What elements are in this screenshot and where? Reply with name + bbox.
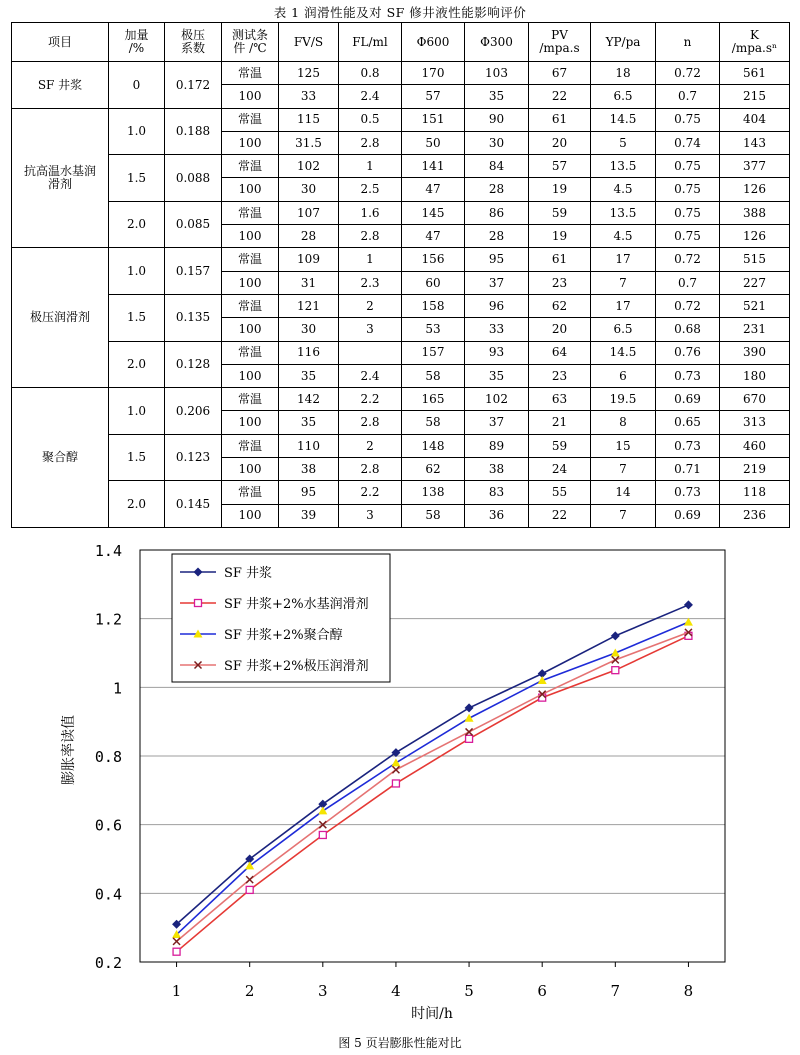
table-cell: 14.5 (591, 108, 656, 131)
dose-cell: 1.5 (109, 155, 165, 202)
square-marker (612, 667, 619, 674)
table-cell: 100 (222, 318, 279, 341)
dose-cell: 0 (109, 62, 165, 109)
table-cell: 2 (339, 434, 402, 457)
table-cell: 62 (402, 458, 465, 481)
header-text: PV (551, 28, 568, 43)
table-cell: 64 (529, 341, 591, 364)
x-marker (246, 876, 253, 883)
header-text: FL/ml (352, 34, 388, 49)
table-cell: 2.4 (339, 364, 402, 387)
table-cell: 7 (591, 458, 656, 481)
table-cell: 37 (465, 411, 529, 434)
ep-coef-cell: 0.123 (165, 434, 222, 481)
table-cell: 2.8 (339, 458, 402, 481)
table-cell: 157 (402, 341, 465, 364)
diamond-marker (684, 600, 693, 609)
table-cell: 521 (720, 294, 790, 317)
header-text: YP/pa (605, 34, 641, 49)
table-cell: 常温 (222, 248, 279, 271)
swelling-chart-svg (0, 540, 800, 1030)
table-cell: 2.2 (339, 481, 402, 504)
table-cell: 33 (279, 85, 339, 108)
ep-coef-cell: 0.085 (165, 201, 222, 248)
table-cell: 14 (591, 481, 656, 504)
table-cell: 0.75 (656, 178, 720, 201)
table-cell: 180 (720, 364, 790, 387)
table-cell: 103 (465, 62, 529, 85)
table-cell: 61 (529, 108, 591, 131)
table-cell: 17 (591, 248, 656, 271)
series-line (177, 636, 689, 952)
table-cell: 28 (465, 178, 529, 201)
table-cell: 2.3 (339, 271, 402, 294)
table-row (12, 62, 790, 85)
table-cell: 86 (465, 201, 529, 224)
table-cell: 83 (465, 481, 529, 504)
table-cell: 15 (591, 434, 656, 457)
table-cell: 37 (465, 271, 529, 294)
table-cell: 0.75 (656, 225, 720, 248)
table-cell: 20 (529, 318, 591, 341)
triangle-marker (318, 806, 327, 814)
table-cell: 100 (222, 504, 279, 527)
table-cell: 常温 (222, 434, 279, 457)
table-cell: 59 (529, 201, 591, 224)
table-cell: 227 (720, 271, 790, 294)
table-cell: 23 (529, 271, 591, 294)
table-cell: 515 (720, 248, 790, 271)
table-cell: 20 (529, 131, 591, 154)
y-axis-title: 膨胀率读值 (61, 715, 77, 785)
table-cell: 3 (339, 318, 402, 341)
square-marker (466, 735, 473, 742)
header-text: /mpa.s (539, 41, 580, 55)
header-text: 系数 (180, 41, 205, 55)
table-cell: 常温 (222, 481, 279, 504)
table-cell: 14.5 (591, 341, 656, 364)
table-cell: 2.8 (339, 411, 402, 434)
table-cell: 47 (402, 178, 465, 201)
table-cell: 常温 (222, 201, 279, 224)
table-cell: 96 (465, 294, 529, 317)
x-marker (466, 728, 473, 735)
y-tick-label: 1 (112, 679, 122, 698)
table-cell: 84 (465, 155, 529, 178)
y-tick-label: 1.4 (94, 542, 122, 560)
legend-label: SF 井浆+2%极压润滑剂 (224, 659, 369, 674)
table-cell: 142 (279, 388, 339, 411)
table-cell: 100 (222, 364, 279, 387)
table-cell: 31 (279, 271, 339, 294)
table-cell: 57 (529, 155, 591, 178)
table-cell: 13.5 (591, 155, 656, 178)
ep-coef-cell: 0.128 (165, 341, 222, 388)
table-cell: 0.7 (656, 85, 720, 108)
x-marker (612, 656, 619, 663)
table-row (12, 341, 790, 364)
table-cell: 常温 (222, 62, 279, 85)
x-tick-label: 1 (171, 982, 182, 1000)
header-cell (465, 23, 529, 62)
table-cell: 110 (279, 434, 339, 457)
triangle-marker (465, 714, 474, 722)
legend-label: SF 井浆+2%聚合醇 (224, 628, 343, 643)
table-cell: 0.73 (656, 481, 720, 504)
y-tick-label: 0.2 (94, 954, 122, 972)
table-cell: 36 (465, 504, 529, 527)
table-cell: 常温 (222, 294, 279, 317)
table-cell: 28 (465, 225, 529, 248)
table-cell: 22 (529, 504, 591, 527)
table-cell: 7 (591, 504, 656, 527)
table-cell: 62 (529, 294, 591, 317)
table-cell: 30 (465, 131, 529, 154)
table-cell: 47 (402, 225, 465, 248)
header-text: FV/S (293, 34, 324, 49)
table-cell: 156 (402, 248, 465, 271)
table-cell: 19.5 (591, 388, 656, 411)
header-cell (339, 23, 402, 62)
x-tick-label: 3 (318, 982, 328, 1000)
table-cell: 24 (529, 458, 591, 481)
table-cell: 0.72 (656, 62, 720, 85)
group-name-cell: 抗高温水基润滑剂 (12, 108, 109, 248)
header-cell (165, 23, 222, 62)
square-marker (319, 831, 326, 838)
table-cell: 93 (465, 341, 529, 364)
diamond-marker (465, 703, 474, 712)
table-cell: 0.68 (656, 318, 720, 341)
dose-cell: 2.0 (109, 481, 165, 528)
table-cell: 109 (279, 248, 339, 271)
header-cell (402, 23, 465, 62)
table-cell: 141 (402, 155, 465, 178)
dose-cell: 2.0 (109, 201, 165, 248)
table-cell: 0.76 (656, 341, 720, 364)
table-cell: 145 (402, 201, 465, 224)
header-text: /mpa.sⁿ (731, 41, 778, 55)
table-cell: 390 (720, 341, 790, 364)
table-row (12, 201, 790, 224)
table-cell: 30 (279, 318, 339, 341)
header-cell (591, 23, 656, 62)
header-cell (12, 23, 109, 62)
table-cell: 0.7 (656, 271, 720, 294)
table-cell: 2.5 (339, 178, 402, 201)
table-cell: 0.71 (656, 458, 720, 481)
table-cell: 148 (402, 434, 465, 457)
table-title: 表 1 润滑性能及对 SF 修井液性能影响评价 (273, 5, 527, 20)
ep-coef-cell: 0.135 (165, 294, 222, 341)
table-cell: 常温 (222, 341, 279, 364)
table-row (12, 388, 790, 411)
header-cell (222, 23, 279, 62)
table-cell: 126 (720, 178, 790, 201)
lubricant-evaluation-table (11, 22, 790, 528)
table-cell: 6 (591, 364, 656, 387)
table-cell: 0.74 (656, 131, 720, 154)
table-cell: 23 (529, 364, 591, 387)
table-cell: 6.5 (591, 85, 656, 108)
table-cell: 2.8 (339, 131, 402, 154)
header-text: Φ300 (480, 34, 513, 49)
header-text: Φ600 (416, 34, 450, 49)
table-cell: 100 (222, 271, 279, 294)
dose-cell: 1.0 (109, 388, 165, 435)
header-cell (656, 23, 720, 62)
table-cell: 121 (279, 294, 339, 317)
table-cell: 60 (402, 271, 465, 294)
table-cell: 19 (529, 225, 591, 248)
y-tick-label: 0.6 (94, 816, 122, 835)
legend-label: SF 井浆 (224, 566, 273, 581)
x-tick-label: 7 (610, 982, 621, 1000)
dose-cell: 1.5 (109, 434, 165, 481)
table-cell: 0.8 (339, 62, 402, 85)
table-cell: 107 (279, 201, 339, 224)
table-cell: 2.2 (339, 388, 402, 411)
dose-cell: 1.0 (109, 108, 165, 155)
table-cell: 102 (465, 388, 529, 411)
table-cell: 0.72 (656, 294, 720, 317)
table-cell: 151 (402, 108, 465, 131)
table-cell: 55 (529, 481, 591, 504)
ep-coef-cell: 0.145 (165, 481, 222, 528)
table-cell: 58 (402, 411, 465, 434)
header-text: K (750, 28, 759, 43)
table-cell: 50 (402, 131, 465, 154)
square-marker (392, 780, 399, 787)
table-cell: 18 (591, 62, 656, 85)
header-cell (109, 23, 165, 62)
table-cell: 100 (222, 458, 279, 481)
table-cell: 231 (720, 318, 790, 341)
table-cell: 5 (591, 131, 656, 154)
table-cell: 158 (402, 294, 465, 317)
table-cell: 561 (720, 62, 790, 85)
table-cell: 404 (720, 108, 790, 131)
table-cell: 460 (720, 434, 790, 457)
table-cell: 100 (222, 225, 279, 248)
table-cell: 90 (465, 108, 529, 131)
header-text: 极压 (180, 28, 205, 43)
table-cell: 0.69 (656, 388, 720, 411)
group-name-cell: SF 井浆 (12, 62, 109, 109)
table-cell: 0.75 (656, 155, 720, 178)
table-cell: 30 (279, 178, 339, 201)
table-cell: 13.5 (591, 201, 656, 224)
table-cell: 102 (279, 155, 339, 178)
x-tick-label: 4 (391, 982, 401, 1000)
table-cell: 6.5 (591, 318, 656, 341)
table-cell: 0.5 (339, 108, 402, 131)
table-cell: 4.5 (591, 178, 656, 201)
x-tick-label: 6 (537, 982, 547, 1000)
table-row (12, 248, 790, 271)
header-text: 加量 (124, 28, 149, 43)
x-marker (392, 766, 399, 773)
table-header-row (12, 23, 790, 62)
table-row (12, 481, 790, 504)
table-cell: 58 (402, 504, 465, 527)
table-cell: 57 (402, 85, 465, 108)
ep-coef-cell: 0.172 (165, 62, 222, 109)
header-cell (279, 23, 339, 62)
header-cell (529, 23, 591, 62)
table-cell: 126 (720, 225, 790, 248)
table-row (12, 108, 790, 131)
dose-cell: 1.5 (109, 294, 165, 341)
ep-coef-cell: 0.188 (165, 108, 222, 155)
table-cell: 63 (529, 388, 591, 411)
table-cell: 100 (222, 411, 279, 434)
ep-coef-cell: 0.206 (165, 388, 222, 435)
table-cell: 236 (720, 504, 790, 527)
table-cell: 3 (339, 504, 402, 527)
table-cell: 2.8 (339, 225, 402, 248)
table-cell: 38 (465, 458, 529, 481)
table-cell: 0.73 (656, 434, 720, 457)
table-cell: 0.72 (656, 248, 720, 271)
table-cell: 377 (720, 155, 790, 178)
table-cell: 143 (720, 131, 790, 154)
table-cell: 7 (591, 271, 656, 294)
table-cell: 125 (279, 62, 339, 85)
square-marker (195, 600, 202, 607)
table-cell: 58 (402, 364, 465, 387)
x-tick-label: 8 (683, 982, 694, 1000)
table-cell: 61 (529, 248, 591, 271)
table-cell: 35 (279, 411, 339, 434)
legend-layer (172, 554, 390, 682)
table-cell: 2.4 (339, 85, 402, 108)
square-marker (173, 948, 180, 955)
header-text: 件 /℃ (233, 41, 267, 55)
dose-cell: 1.0 (109, 248, 165, 295)
table-cell: 35 (465, 85, 529, 108)
square-marker (246, 886, 253, 893)
x-tick-label: 5 (464, 982, 474, 1000)
table-cell: 2 (339, 294, 402, 317)
table-cell: 95 (465, 248, 529, 271)
table-cell: 170 (402, 62, 465, 85)
table-cell: 0.75 (656, 201, 720, 224)
table-cell: 19 (529, 178, 591, 201)
table-cell: 常温 (222, 108, 279, 131)
table-cell (339, 341, 402, 364)
group-name-cell: 聚合醇 (12, 388, 109, 528)
table-cell: 313 (720, 411, 790, 434)
table-cell: 118 (720, 481, 790, 504)
table-cell: 0.69 (656, 504, 720, 527)
diamond-marker (611, 631, 620, 640)
table-cell: 39 (279, 504, 339, 527)
table-row (12, 155, 790, 178)
table-cell: 116 (279, 341, 339, 364)
table-cell: 67 (529, 62, 591, 85)
table-cell: 670 (720, 388, 790, 411)
table-cell: 115 (279, 108, 339, 131)
header-text: 项目 (47, 34, 72, 49)
table-cell: 22 (529, 85, 591, 108)
table-cell: 28 (279, 225, 339, 248)
swelling-chart (0, 540, 800, 1030)
triangle-marker (391, 758, 400, 766)
table-row (12, 294, 790, 317)
table-cell: 0.73 (656, 364, 720, 387)
table-body (12, 62, 790, 528)
table-cell: 31.5 (279, 131, 339, 154)
group-name-cell: 极压润滑剂 (12, 248, 109, 388)
table-row (12, 434, 790, 457)
table-cell: 1 (339, 248, 402, 271)
header-text: n (683, 34, 692, 49)
table-cell: 89 (465, 434, 529, 457)
header-text: /% (128, 41, 145, 55)
legend-label: SF 井浆+2%水基润滑剂 (224, 597, 369, 612)
table-cell: 165 (402, 388, 465, 411)
table-cell: 38 (279, 458, 339, 481)
ep-coef-cell: 0.157 (165, 248, 222, 295)
table-cell: 219 (720, 458, 790, 481)
table-cell: 100 (222, 131, 279, 154)
table-cell: 0.65 (656, 411, 720, 434)
x-marker (173, 938, 180, 945)
table-cell: 388 (720, 201, 790, 224)
table-cell: 100 (222, 178, 279, 201)
table-cell: 1 (339, 155, 402, 178)
table-cell: 100 (222, 85, 279, 108)
table-cell: 33 (465, 318, 529, 341)
header-text: 测试条 (231, 28, 268, 43)
ep-coef-cell: 0.088 (165, 155, 222, 202)
table-cell: 21 (529, 411, 591, 434)
x-tick-label: 2 (244, 982, 255, 1000)
table-cell: 8 (591, 411, 656, 434)
table-cell: 35 (279, 364, 339, 387)
table-cell: 0.75 (656, 108, 720, 131)
table-cell: 35 (465, 364, 529, 387)
y-tick-label: 0.8 (94, 748, 122, 766)
header-cell (720, 23, 790, 62)
table-cell: 4.5 (591, 225, 656, 248)
y-tick-label: 0.4 (94, 885, 122, 904)
table-cell: 常温 (222, 155, 279, 178)
table-cell: 138 (402, 481, 465, 504)
table-cell: 17 (591, 294, 656, 317)
dose-cell: 2.0 (109, 341, 165, 388)
table-cell: 215 (720, 85, 790, 108)
table-cell: 常温 (222, 388, 279, 411)
x-axis-title: 时间/h (411, 1006, 453, 1022)
table-cell: 95 (279, 481, 339, 504)
y-tick-label: 1.2 (94, 610, 122, 629)
table-cell: 53 (402, 318, 465, 341)
table-cell: 59 (529, 434, 591, 457)
table-cell: 1.6 (339, 201, 402, 224)
figure-caption: 图 5 页岩膨胀性能对比 (338, 1036, 462, 1050)
